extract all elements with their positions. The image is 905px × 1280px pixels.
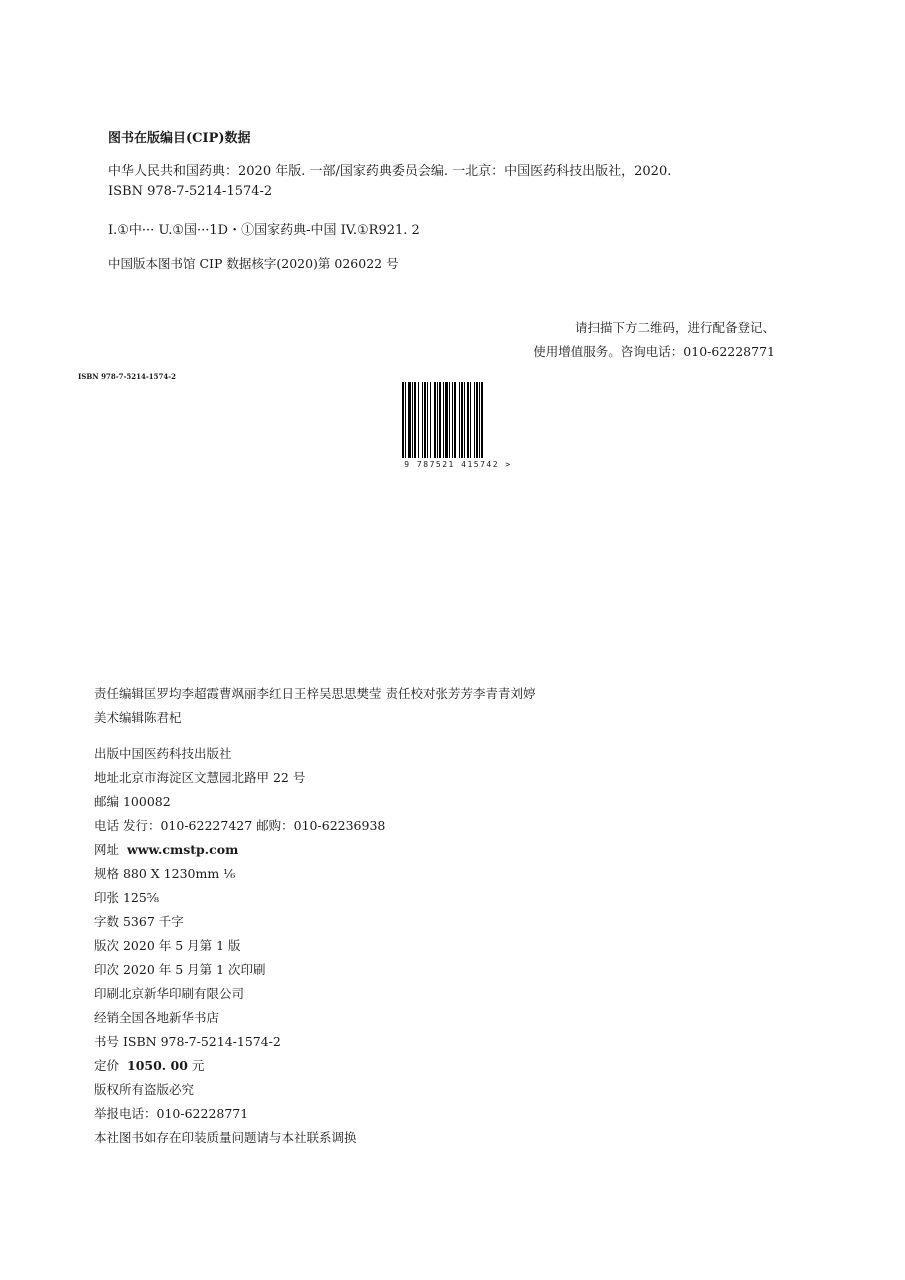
price-unit: 元: [191, 1058, 205, 1073]
isbn-barcode: [392, 380, 524, 472]
copyright: 版权所有盗版必究: [94, 1082, 195, 1097]
cip-classification: I.①中··· U.①国···1D・①国家药典-中国 IV.①R921. 2: [108, 223, 420, 238]
price-value: 1050. 00: [127, 1058, 188, 1073]
website-row: [94, 840, 238, 858]
art-editor: 美术编辑陈君杞: [94, 710, 182, 725]
website-link[interactable]: www.cmstp.com: [127, 842, 239, 857]
printing: 印次 2020 年 5 月第 1 次印刷: [94, 962, 266, 977]
word-count: 字数 5367 千字: [94, 914, 184, 929]
barcode-digits: 9 787521 415742 >: [404, 460, 512, 469]
quality-note: 本社图书如存在印装质量问题请与本社联系调换: [94, 1130, 357, 1145]
printed-sheets: 印张 125⅝: [94, 890, 159, 905]
postcode: 邮编 100082: [94, 794, 171, 809]
cip-record-number: 中国版本图书馆 CIP 数据核字(2020)第 026022 号: [108, 256, 399, 271]
printer: 印刷北京新华印刷有限公司: [94, 986, 245, 1001]
qr-note-line-1: 请扫描下方二维码，进行配备登记、: [574, 320, 775, 335]
distributor: 经销全国各地新华书店: [94, 1010, 220, 1025]
address: 地址北京市海淀区文慧园北路甲 22 号: [94, 770, 306, 785]
cip-heading: 图书在版编目(CIP)数据: [108, 131, 251, 146]
price-label: 定价: [94, 1058, 120, 1073]
publisher: 出版中国医药科技出版社: [94, 746, 232, 761]
format: 规格 880 X 1230mm ⅙: [94, 866, 236, 881]
website-label: 网址: [94, 842, 120, 857]
barcode-bars: [392, 380, 524, 472]
qr-note-line-2: 使用增值服务。咨询电话：010-62228771: [533, 344, 775, 359]
barcode-isbn-label: ISBN 978-7-5214-1574-2: [78, 372, 177, 381]
responsible-editors: 责任编辑匡罗均李超霞曹飒丽李红日王梓吴思思樊莹 责任校对张芳芳李青青刘婷: [94, 686, 536, 701]
cip-isbn: ISBN 978-7-5214-1574-2: [108, 184, 273, 199]
book-isbn: 书号 ISBN 978-7-5214-1574-2: [94, 1034, 281, 1049]
report-phone: 举报电话：010-62228771: [94, 1106, 249, 1121]
phone: 电话 发行：010-62227427 邮购：010-62236938: [94, 818, 386, 833]
price-row: [94, 1056, 204, 1074]
edition: 版次 2020 年 5 月第 1 版: [94, 938, 241, 953]
cip-line-1: 中华人民共和国药典：2020 年版. 一部/国家药典委员会编. 一北京：中国医药科技出版社，2020.: [108, 164, 672, 179]
